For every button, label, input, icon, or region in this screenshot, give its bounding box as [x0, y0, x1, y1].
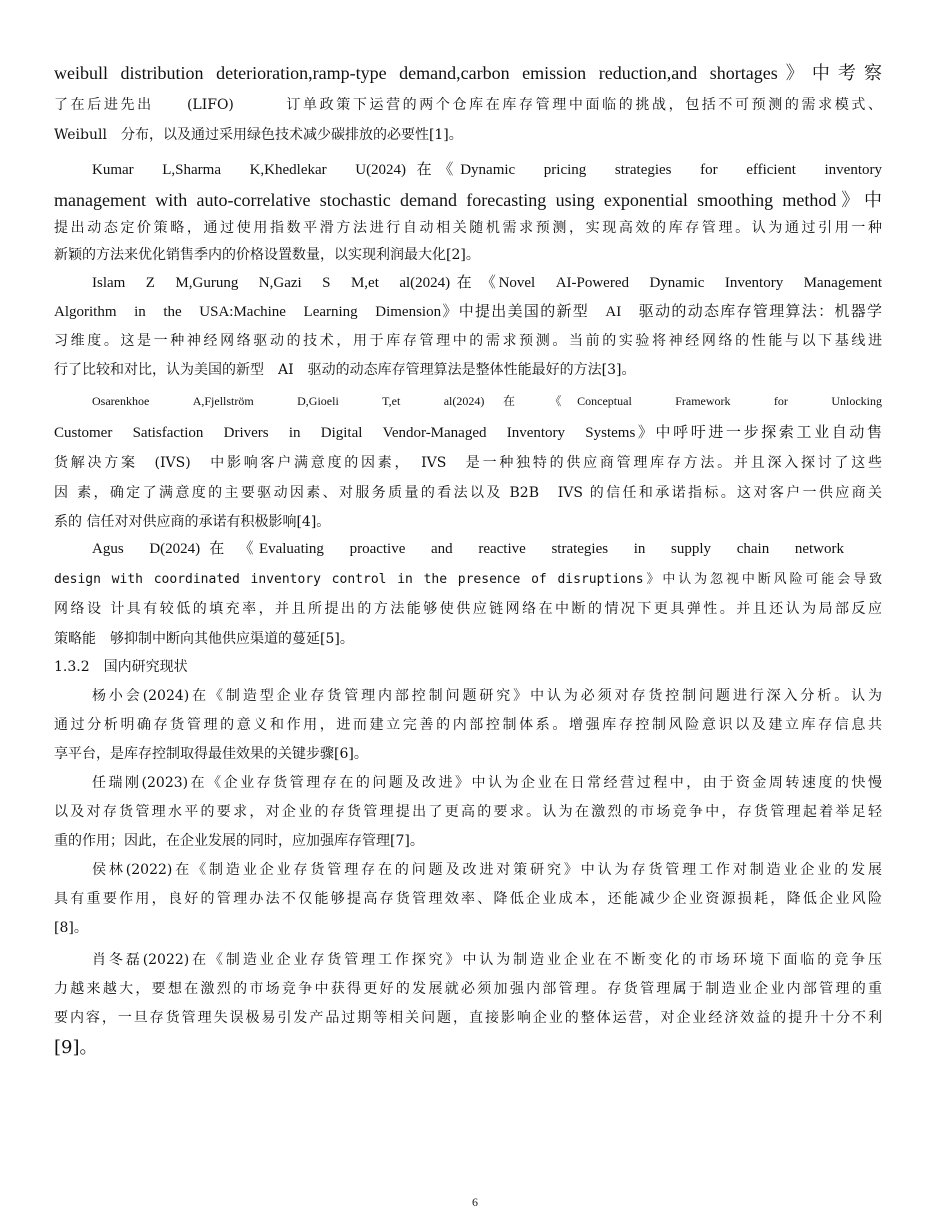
- text-line-content: 杨小会(2024)在《制造型企业存货管理内部控制问题研究》中认为必须对存货控制问题进行深入分析。认为: [92, 688, 882, 704]
- text-line-content: 网络设 计具有较低的填充率，并且所提出的方法能够使供应链网络在中断的情况下更具弹性。并且还认为局部反应: [54, 601, 882, 617]
- text-line-content: 具有重要作用，良好的管理办法不仅能够提高存货管理效率、降低企业成本，还能减少企业资源损耗，降低企业风险: [54, 891, 882, 907]
- text-line-content: Osarenkhoe A,Fjellström D,Gioeli T,et al(2024) 在 《Conceptual Framework for Unlocking: [92, 394, 882, 408]
- text-line-content: Weibull 分布，以及通过采用绿色技术减少碳排放的必要性[1]。: [54, 127, 463, 143]
- text-line: [54, 355, 882, 385]
- text-line: [54, 884, 882, 914]
- text-line: [54, 594, 882, 624]
- text-line-content: [8]。: [54, 920, 88, 936]
- text-line: [54, 945, 882, 975]
- text-line: [54, 418, 882, 448]
- text-line: [54, 797, 882, 827]
- text-line-content: 习维度。这是一种神经网络驱动的技术，用于库存管理中的需求预测。当前的实验将神经网络的性能与以下基线进: [54, 333, 882, 349]
- text-line-content: weibull distribution deterioration,ramp-type demand,carbon emission reduction,and shortages》中考察: [54, 63, 882, 83]
- text-line: [54, 1003, 882, 1033]
- text-line-content: 了在后进先出 (LIFO) 订单政策下运营的两个仓库在库存管理中面临的挑战，包括不可预测的需求模式、: [54, 97, 882, 113]
- text-line: [54, 326, 882, 356]
- text-line-content: [9]。: [54, 1037, 98, 1058]
- text-line: [54, 120, 882, 150]
- text-line: [54, 913, 882, 943]
- text-line: [54, 240, 882, 270]
- text-line-content: Kumar L,Sharma K,Khedlekar U(2024) 在《Dynamic pricing strategies for efficient inventory: [92, 162, 882, 178]
- text-line-content: 肖冬磊(2022)在《制造业企业存货管理工作探究》中认为制造业企业在不断变化的市场环境下面临的竞争压: [92, 952, 882, 968]
- text-line: [54, 710, 882, 740]
- text-line: [54, 386, 882, 416]
- text-line: [54, 185, 882, 215]
- text-line-content: 通过分析明确存货管理的意义和作用，进而建立完善的内部控制体系。增强库存控制风险意识以及建立库存信息共: [54, 717, 882, 733]
- text-line-content: 要内容，一旦存货管理失误极易引发产品过期等相关问题，直接影响企业的整体运营，对企业经济效益的提升十分不利: [54, 1010, 882, 1026]
- text-line-content: design with coordinated inventory control in the presence of disruptions》中认为忽视中断风险可能会导致: [54, 572, 882, 587]
- text-line-content: 提出动态定价策略，通过使用指数平滑方法进行自动相关随机需求预测，实现高效的库存管理。认为通过引用一种: [54, 220, 882, 236]
- text-line: [54, 155, 882, 185]
- text-line-content: 力越来越大，要想在激烈的市场竞争中获得更好的发展就必须加强内部管理。存货管理属于制造业企业内部管理的重: [54, 981, 882, 997]
- text-line: [54, 90, 882, 120]
- text-line-content: Algorithm in the USA:Machine Learning Dimension》中提出美国的新型 AI 驱动的动态库存管理算法：机器学: [54, 304, 882, 320]
- text-line-content: 系的 信任对对供应商的承诺有积极影响[4]。: [54, 514, 331, 530]
- text-line: [54, 565, 882, 595]
- text-line-content: 行了比较和对比，认为美国的新型 AI 驱动的动态库存管理算法是整体性能最好的方法[3]。: [54, 362, 636, 378]
- text-line: [54, 58, 882, 88]
- text-line-content: 以及对存货管理水平的要求，对企业的存货管理提出了更高的要求。认为在激烈的市场竞争中，存货管理起着举足轻: [54, 804, 882, 820]
- text-line: [54, 624, 882, 654]
- text-line: [54, 974, 882, 1004]
- text-line: [54, 507, 882, 537]
- text-line-content: 货解决方案 (IVS) 中影响客户满意度的因素， IVS 是一种独特的供应商管理库存方法。并且深入探讨了这些: [54, 455, 882, 471]
- text-line-content: 侯林(2022)在《制造业企业存货管理存在的问题及改进对策研究》中认为存货管理工作对制造业企业的发展: [92, 862, 882, 878]
- text-line: [54, 213, 882, 243]
- text-line: [54, 534, 844, 564]
- text-line: [54, 1033, 882, 1063]
- text-line-content: 享平台，是库存控制取得最佳效果的关键步骤[6]。: [54, 746, 368, 762]
- text-line-content: 1.3.2 国内研究现状: [54, 659, 188, 675]
- text-line: [54, 448, 882, 478]
- text-line: [54, 855, 882, 885]
- text-line: [54, 478, 882, 508]
- text-line-content: 重的作用；因此，在企业发展的同时，应加强库存管理[7]。: [54, 833, 424, 849]
- text-line: [54, 768, 882, 798]
- text-line-content: Customer Satisfaction Drivers in Digital Vendor-Managed Inventory Systems》中呼吁进一步探索工业自动售: [54, 425, 882, 441]
- text-line: [54, 681, 882, 711]
- text-line-content: management with auto-correlative stochastic demand forecasting using exponential smoothing method》中: [54, 190, 882, 210]
- text-line-content: 因 素，确定了满意度的主要驱动因素、对服务质量的看法以及 B2B IVS 的信任和承诺指标。这对客户一供应商关: [54, 485, 882, 501]
- text-line: [54, 297, 882, 327]
- text-line-content: 任瑞刚(2023)在《企业存货管理存在的问题及改进》中认为企业在日常经营过程中，由于资金周转速度的快慢: [92, 775, 882, 791]
- text-line-content: Agus D(2024) 在 《Evaluating proactive and reactive strategies in supply chain network: [92, 541, 844, 557]
- text-line-content: 新颖的方法来优化销售季内的价格设置数量，以实现利润最大化[2]。: [54, 247, 480, 263]
- page-number: 6: [472, 1195, 478, 1209]
- text-line-content: 策略能 够抑制中断向其他供应渠道的蔓延[5]。: [54, 631, 354, 647]
- text-line-content: Islam Z M,Gurung N,Gazi S M,et al(2024) 在 《Novel AI-Powered Dynamic Inventory Management: [92, 275, 882, 291]
- text-line: [54, 826, 882, 856]
- text-line: [54, 739, 882, 769]
- text-line: [54, 268, 882, 298]
- text-line: [54, 652, 882, 682]
